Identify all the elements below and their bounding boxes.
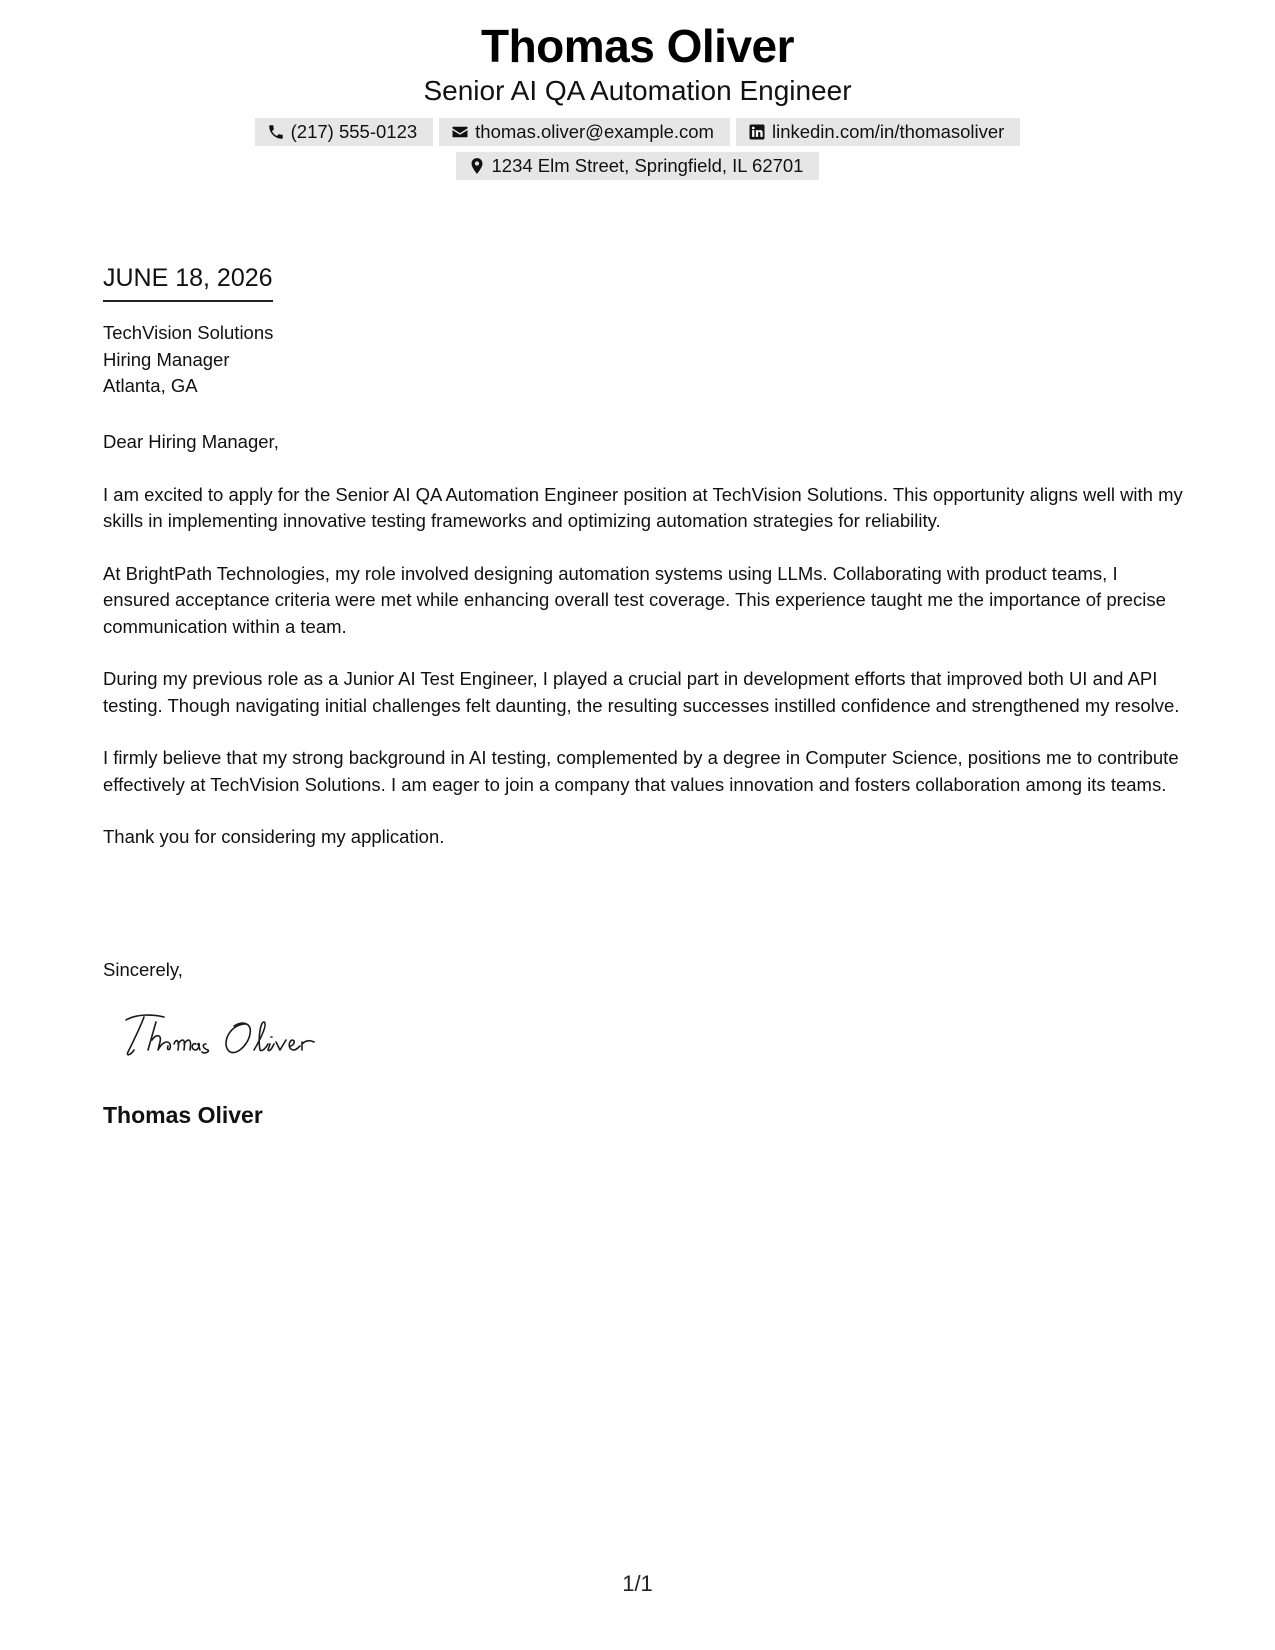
applicant-title: Senior AI QA Automation Engineer xyxy=(423,75,852,106)
envelope-icon xyxy=(451,123,469,141)
email-text: thomas.oliver@example.com xyxy=(475,121,714,142)
body-paragraph-5: Thank you for considering my application. xyxy=(103,826,445,847)
recipient-company: TechVision Solutions xyxy=(103,322,274,343)
applicant-name: Thomas Oliver xyxy=(480,20,795,72)
contact-row-address xyxy=(0,152,1275,180)
body-paragraph-3: During my previous role as a Junior AI Test Engineer, I played a crucial part in development efforts that improved both UI and API testing. Though navigating initial challenges felt daunting, the resulting successes instilled confidence and strengthened my resolve. xyxy=(103,668,1180,716)
body-paragraph-1: I am excited to apply for the Senior AI QA Automation Engineer position at TechVision Solutions. This opportunity aligns well with my skills in implementing innovative testing frameworks and optimizing automation strategies for reliability. xyxy=(103,483,1183,531)
contact-row-primary xyxy=(0,118,1275,146)
recipient-role: Hiring Manager xyxy=(103,348,230,370)
letter-header xyxy=(0,18,1275,180)
recipient-block xyxy=(103,320,273,400)
address-text: 1234 Elm Street, Springfield, IL 62701 xyxy=(491,155,804,176)
signature-image xyxy=(122,1010,352,1062)
closing: Sincerely, xyxy=(103,959,183,980)
contact-linkedin xyxy=(736,118,1020,146)
body-paragraph-4: I firmly believe that my strong background in AI testing, complemented by a degree in Computer Science, positions me to contribute effectively at TechVision Solutions. I am eager to join a company that values innovation and fosters collaboration among its teams. xyxy=(103,747,1179,795)
linkedin-text: linkedin.com/in/thomasoliver xyxy=(771,121,1005,142)
recipient-location: Atlanta, GA xyxy=(103,375,198,396)
contact-address xyxy=(456,152,820,180)
letter-date: JUNE 18, 2026 xyxy=(103,262,273,302)
contact-phone xyxy=(255,118,434,146)
body-paragraph-2: At BrightPath Technologies, my role involved designing automation systems using LLMs. Collaborating with product teams, I ensured acceptance criteria were met while enhancing overall test coverage. This experience taught me the importance of precise communication within a team. xyxy=(103,562,1166,637)
contact-email xyxy=(439,118,730,146)
phone-text: (217) 555-0123 xyxy=(290,121,418,142)
page-number: 1/1 xyxy=(622,1571,653,1596)
linkedin-icon xyxy=(748,123,766,141)
phone-icon xyxy=(267,123,285,141)
signer-name: Thomas Oliver xyxy=(103,1102,263,1128)
letter-body xyxy=(103,429,1183,877)
salutation: Dear Hiring Manager, xyxy=(103,431,279,452)
map-pin-icon xyxy=(468,157,486,175)
